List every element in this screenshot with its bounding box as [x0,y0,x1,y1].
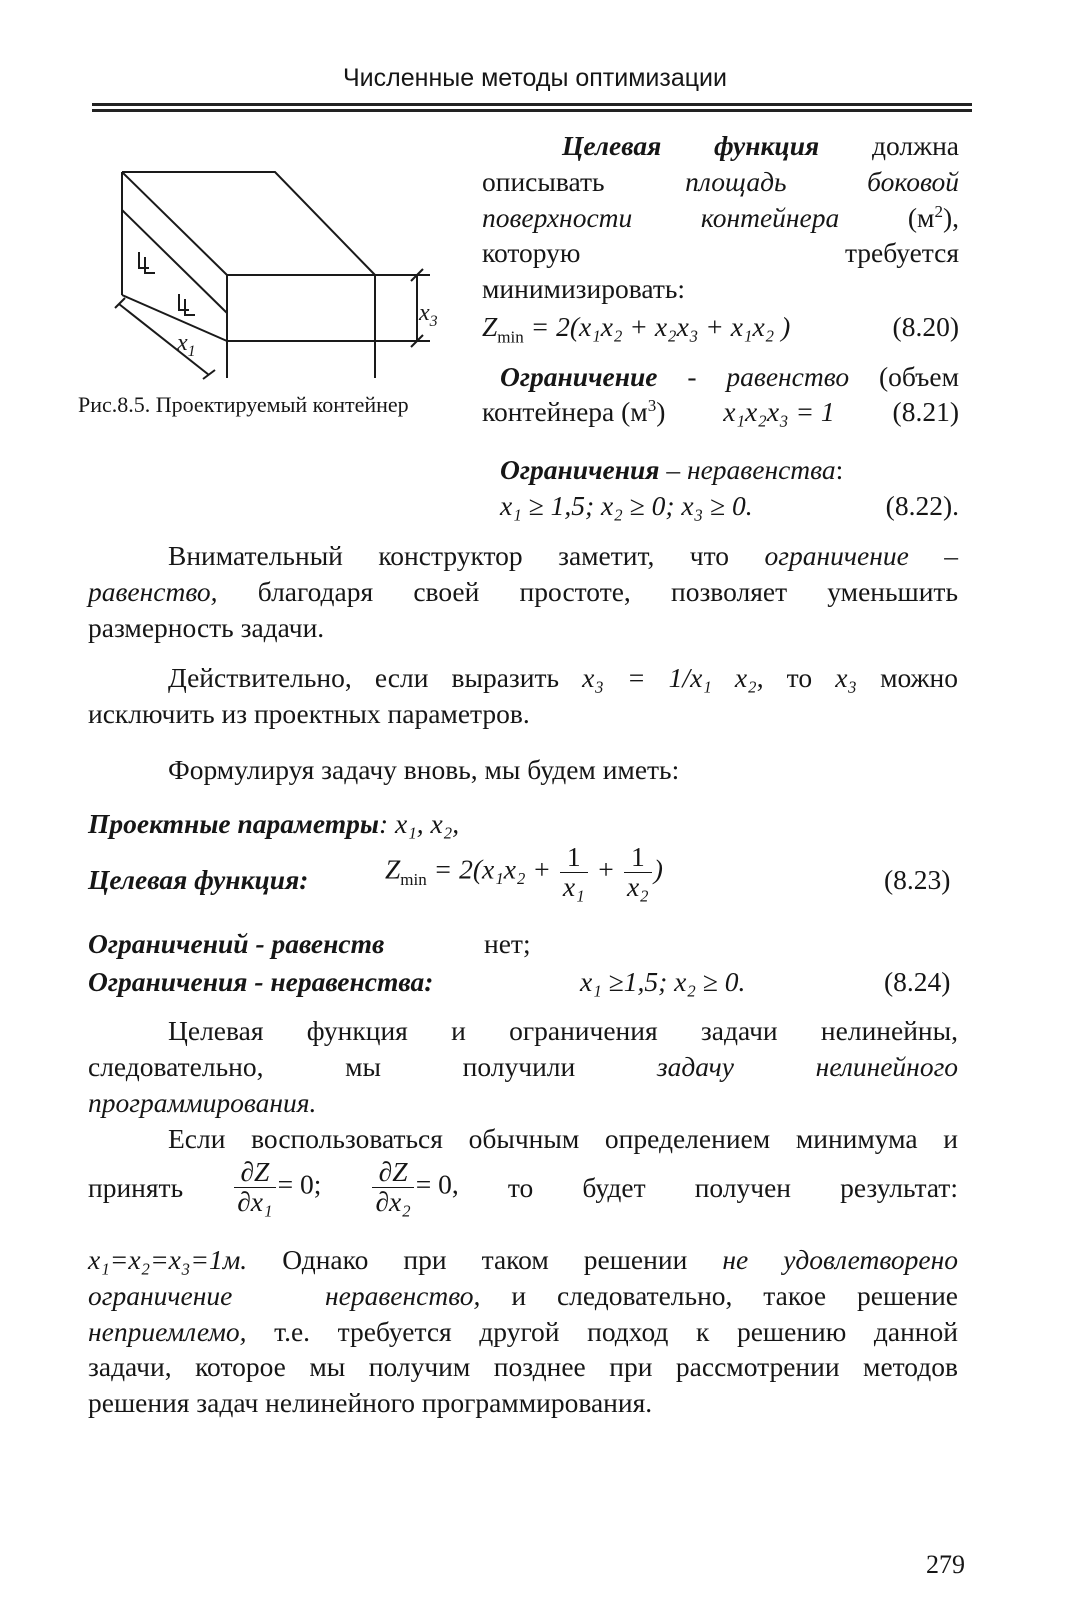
no-equality-label: Ограничений - равенств [88,928,385,959]
eq-8-20: $Z_{min} = 2(x_1x_2 + x_2x_3 + x_1x_2$ ) (8.20) [482,310,959,347]
project-params: Проектные параметры: x₁, x₂, [88,808,460,839]
dz-dx1: $\frac{\partial Z}{\text{∂x₁}}$ = 0; [232,1158,321,1217]
eq-8-21: x₁x₂x₃ = 1 [723,396,835,428]
para-6: x₁=x₂=x₃=1м. Однако при таком решении не удовлетворено ограничение неравенство, и следовательно, такое решение неприемлемо, т.е. требуется другой подход к решению данной задачи, которое мы получим позднее при рассмотрении методов решения задач нелинейного программирования. [88,1244,959,1418]
eq-8-24: x₁ ≥1,5; x₂ ≥ 0. [580,966,746,997]
dz-dx2: $\frac{\partial Z}{\text{∂x₂}}$ = 0, [370,1158,458,1217]
rb-line-3: поверхности контейнера $(м^2)$, [482,201,960,233]
container-figure [105,160,465,390]
rb-line-2: описывать площадь боковой [482,165,960,197]
header-rule-bottom [92,109,972,112]
figure-caption: Рис.8.5. Проектируемый контейнер [78,392,409,417]
box-top-back-edges [122,172,375,275]
ogr-eq-line-2: контейнера $(м^3)$ x₁x₂x₃ = 1 (8.21) [482,394,959,430]
ogr-neq-line: Ограничения – неравенства: [500,454,844,485]
rb-line-5: минимизировать: [482,273,686,304]
para-3: Формулируя задачу вновь, мы будем иметь: [168,754,680,785]
rb-line-4: которую требуется [482,237,959,269]
eq-8-23-label: Целевая функция: [88,864,309,895]
para-1: Внимательный конструктор заметит, что ограничение – равенство, благодаря своей простоте, позволяет уменьшить размерность задачи. [88,540,959,643]
ogr-eq-line-1: Ограничение - равенство (объем [500,360,959,392]
para-4: Целевая функция и ограничения задачи нелинейны, следовательно, мы получили задачу нелинейного программирования. [88,1015,959,1118]
no-equality-value: нет; [484,928,531,959]
para-2: Действительно, если выразить x₃ = 1/x₁ x₂, то x₃ можно исключить из проектных параметров. [88,662,959,729]
header-rule-top [92,103,972,106]
label-x3: $x_3$ [419,300,438,330]
right-text-block [482,128,959,524]
box-front-face [227,275,375,341]
inequality-label: Ограничения - неравенства: [88,966,434,997]
label-x1: $x_1$ [177,330,196,360]
eq-8-23-number: (8.23) [884,864,951,895]
para-5-line-1: Если воспользоваться обычным определением минимума и [168,1123,958,1154]
running-head: Численные методы оптимизации [343,64,727,92]
para-5-line-2: принять $\frac{\partial Z}{\text{∂x₁}}$ = 0; $\frac{\partial Z}{\text{∂x₂}}$ = 0, то будет получен результат: [88,1156,958,1217]
rb-line-1: Целевая функция должна [562,130,960,161]
eq-8-23: $Z_{min} = 2(x_1x_2$ + $\frac{1}{\text{x₁}}$ + $\frac{1}{\text{x₂}}$ ) [385,841,663,902]
eq-8-24-number: (8.24) [884,966,951,997]
page-number: 279 [926,1550,965,1579]
eq-8-22: x₁ ≥ 1,5; x₂ ≥ 0; x₃ ≥ 0. (8.22). [500,489,959,521]
